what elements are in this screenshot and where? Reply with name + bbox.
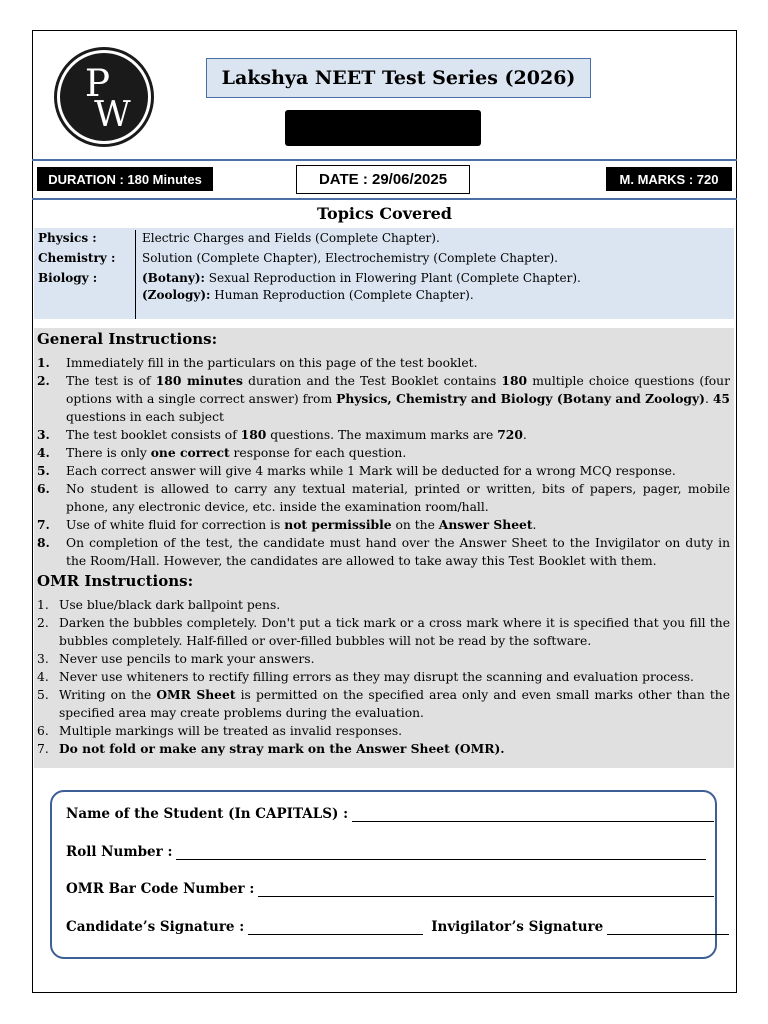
instruction-text: Never use whiteners to rectify filling errors as they may disrupt the scanning and evaluation process.: [59, 670, 694, 684]
signature-row: [66, 919, 729, 935]
instruction-number: 3.: [37, 427, 50, 442]
instruction-number: 6.: [37, 724, 49, 738]
pw-logo-icon: [60, 53, 148, 141]
student-name-row: [66, 806, 714, 822]
topic-value-chemistry: Solution (Complete Chapter), Electrochemistry (Complete Chapter).: [142, 251, 558, 265]
instruction-number: 2.: [37, 373, 50, 388]
instruction-number: 7.: [37, 742, 49, 756]
instruction-number: 4.: [37, 445, 50, 460]
omr-barcode-label: OMR Bar Code Number :: [66, 881, 255, 897]
instruction-item: [34, 668, 734, 686]
instruction-text: Use blue/black dark ballpoint pens.: [59, 598, 281, 612]
instruction-text: Immediately fill in the particulars on this page of the test booklet.: [66, 356, 478, 370]
divider-top: [32, 159, 737, 161]
instruction-text: No student is allowed to carry any textual material, printed or written, bits of papers, pager, mobile phone, any electronic device, etc. inside the examination room/hall.: [66, 482, 730, 514]
instruction-item: [34, 516, 734, 534]
instruction-text: questions. The maximum marks are: [266, 428, 498, 442]
instruction-text: Each correct answer will give 4 marks while 1 Mark will be deducted for a wrong MCQ response.: [66, 464, 676, 478]
instruction-text: The test is of: [66, 374, 156, 388]
instruction-text: Do not fold or make any stray mark on the Answer Sheet (OMR).: [59, 741, 505, 756]
instruction-text: duration and the Test Booklet contains: [242, 374, 502, 388]
duration-badge: DURATION : 180 Minutes: [37, 167, 213, 191]
instruction-item: [34, 596, 734, 614]
instruction-text: multiple choice questions (four options with a single correct answer) from: [66, 374, 730, 406]
general-instructions-list: [34, 354, 734, 570]
invigilator-signature-label: Invigilator’s Signature: [431, 919, 604, 935]
topics-table: [34, 228, 734, 319]
roll-number-field[interactable]: [176, 846, 706, 860]
roll-number-row: [66, 844, 706, 860]
student-name-field[interactable]: [352, 808, 714, 822]
instruction-number: 1.: [37, 355, 50, 370]
roll-number-label: Roll Number :: [66, 844, 173, 860]
instruction-text: Never use pencils to mark your answers.: [59, 652, 315, 666]
instruction-text: 180: [240, 427, 267, 442]
instruction-number: 2.: [37, 616, 49, 630]
instruction-text: On completion of the test, the candidate must hand over the Answer Sheet to the Invigilator on duty in the Room/Hall. However, the candidates are allowed to take away this Test Booklet with them.: [66, 536, 730, 568]
instruction-text: 180: [501, 373, 528, 388]
instruction-number: 3.: [37, 652, 49, 666]
topic-value-botany: (Botany): Sexual Reproduction in Flowering Plant (Complete Chapter).: [142, 271, 581, 285]
test-series-title: Lakshya NEET Test Series (2026): [206, 58, 591, 98]
general-instructions-heading: General Instructions:: [37, 330, 218, 348]
instruction-item: [34, 534, 734, 570]
divider-bottom: [32, 198, 737, 200]
logo-letter-p: P: [84, 61, 111, 106]
omr-barcode-field[interactable]: [258, 883, 714, 897]
instruction-text: questions in each subject: [66, 410, 224, 424]
topics-separator: [135, 230, 136, 319]
logo-letter-w: W: [94, 94, 131, 136]
instruction-number: 5.: [37, 688, 49, 702]
omr-barcode-row: [66, 881, 714, 897]
instruction-text: .: [705, 392, 713, 406]
instruction-text: 180 minutes: [155, 373, 243, 388]
instruction-number: 8.: [37, 535, 50, 550]
topic-label-physics: Physics :: [38, 231, 97, 245]
instruction-item: [34, 462, 734, 480]
instruction-text: Multiple markings will be treated as invalid responses.: [59, 724, 403, 738]
instruction-text: The test booklet consists of: [66, 428, 241, 442]
omr-instructions-list: [34, 596, 734, 758]
instruction-number: 7.: [37, 517, 50, 532]
instruction-item: [34, 372, 734, 426]
instructions-panel: [34, 328, 734, 768]
instruction-text: 720: [497, 427, 523, 442]
instruction-text: response for each question.: [229, 446, 407, 460]
instruction-number: 5.: [37, 463, 50, 478]
redacted-block: [285, 110, 481, 146]
instruction-item: [34, 650, 734, 668]
instruction-text: Writing on the: [59, 688, 157, 702]
instruction-text: OMR Sheet: [156, 687, 236, 702]
candidate-signature-field[interactable]: [248, 921, 423, 935]
instruction-item: [34, 354, 734, 372]
topic-value-zoology: (Zoology): Human Reproduction (Complete Chapter).: [142, 288, 474, 302]
instruction-number: 6.: [37, 481, 50, 496]
instruction-item: [34, 426, 734, 444]
instruction-text: is permitted on the specified area only and even small marks other than the specified area may create problems during the evaluation.: [59, 688, 730, 720]
instruction-text: .: [522, 428, 527, 442]
instruction-text: There is only: [66, 446, 151, 460]
instruction-text: on the: [391, 518, 439, 532]
pw-logo: [57, 50, 151, 144]
instruction-number: 4.: [37, 670, 49, 684]
date-box: DATE : 29/06/2025: [296, 165, 470, 194]
student-name-label: Name of the Student (In CAPITALS) :: [66, 806, 349, 822]
instruction-text: Physics, Chemistry and Biology (Botany and Zoology): [336, 391, 705, 406]
instruction-item: [34, 614, 734, 650]
instruction-text: not permissible: [284, 517, 392, 532]
instruction-item: [34, 480, 734, 516]
omr-instructions-heading: OMR Instructions:: [37, 572, 194, 590]
invigilator-signature-field[interactable]: [607, 921, 729, 935]
instruction-item: [34, 686, 734, 722]
instruction-text: 45: [712, 391, 730, 406]
instruction-text: Answer Sheet: [438, 517, 533, 532]
topic-label-biology: Biology :: [38, 271, 98, 285]
topic-value-physics: Electric Charges and Fields (Complete Chapter).: [142, 231, 440, 245]
instruction-text: Use of white fluid for correction is: [66, 518, 285, 532]
instruction-number: 1.: [37, 598, 49, 612]
candidate-signature-label: Candidate’s Signature :: [66, 919, 245, 935]
max-marks-badge: M. MARKS : 720: [606, 167, 732, 191]
instruction-item: [34, 722, 734, 740]
student-details-form: [50, 790, 717, 959]
instruction-text: Darken the bubbles completely. Don't put a tick mark or a cross mark where it is specified that you fill the bubbles completely. Half-filled or over-filled bubbles will not be read by the software.: [59, 616, 730, 648]
instruction-item: [34, 740, 734, 758]
topics-title: Topics Covered: [316, 204, 452, 223]
topic-label-chemistry: Chemistry :: [38, 251, 116, 265]
instruction-item: [34, 444, 734, 462]
instruction-text: one correct: [150, 445, 230, 460]
instruction-text: .: [532, 518, 537, 532]
